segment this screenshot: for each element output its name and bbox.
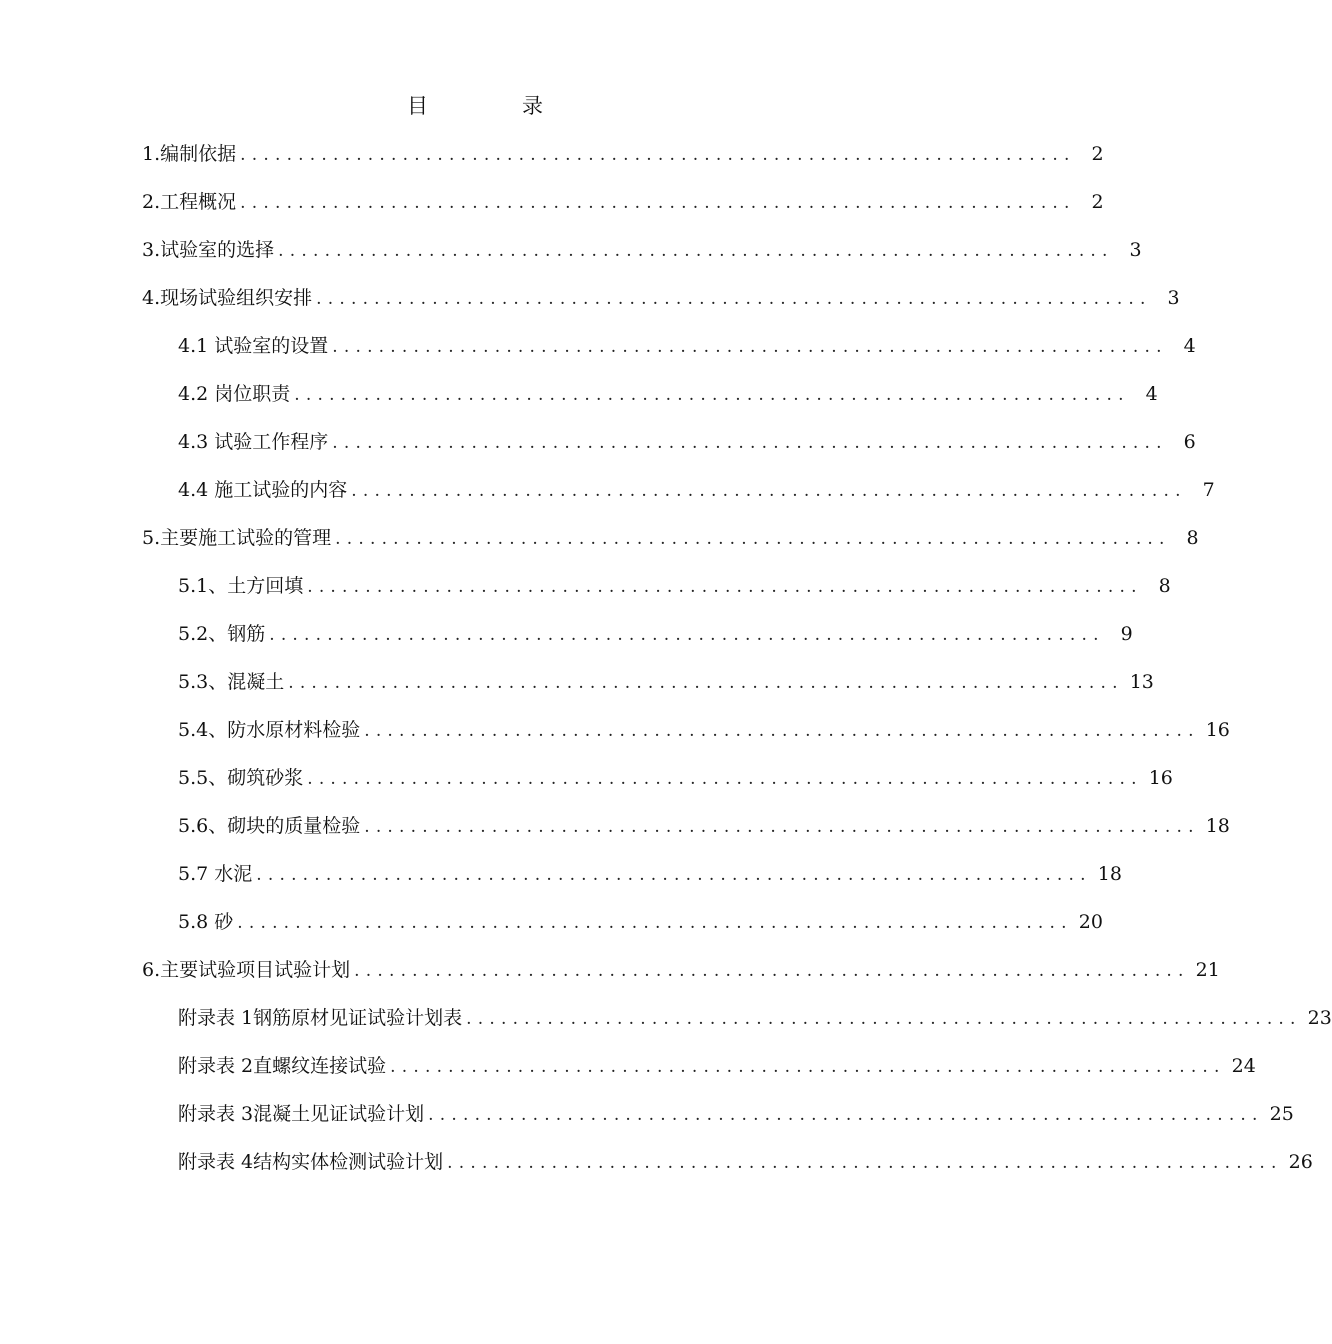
- toc-entry-page: 16: [1205, 719, 1230, 741]
- toc-entry-label: 4.2 岗位职责: [178, 383, 291, 405]
- toc-leader-dots: ........................................................................: [354, 961, 1190, 981]
- toc-entry[interactable]: [178, 1042, 1256, 1090]
- toc-entry-page: 21: [1195, 959, 1220, 981]
- toc-entry-label: 5.8 砂: [178, 911, 234, 933]
- toc-entry-label: 混凝土见证试验计划: [253, 1103, 425, 1125]
- toc-entry[interactable]: [142, 946, 1220, 994]
- toc-entry[interactable]: [178, 610, 1133, 658]
- toc-entry-label: 5.4、防水原材料检验: [178, 719, 361, 741]
- toc-entry[interactable]: [178, 562, 1171, 610]
- toc-entry-page: 4: [1183, 335, 1196, 357]
- toc-leader-dots: ........................................................................: [307, 769, 1143, 789]
- toc-entry-page: 3: [1129, 239, 1142, 261]
- page-title-right: 录: [522, 94, 543, 118]
- toc-entry-page: 3: [1167, 287, 1180, 309]
- toc-entry-label: 5.5、砌筑砂浆: [178, 767, 304, 789]
- toc-entry[interactable]: [142, 514, 1199, 562]
- toc-entry[interactable]: [178, 850, 1122, 898]
- toc-leader-dots: ........................................................................: [316, 289, 1152, 309]
- toc-entry-label: 5.6、砌块的质量检验: [178, 815, 361, 837]
- toc-leader-dots: ........................................................................: [428, 1105, 1264, 1125]
- toc-entry-label: 试验室的选择: [160, 239, 275, 261]
- toc-leader-dots: ........................................................................: [278, 241, 1114, 261]
- toc-entry-page: 9: [1120, 623, 1133, 645]
- toc-entry-page: 20: [1078, 911, 1103, 933]
- toc-entry-label: 现场试验组织安排: [160, 287, 313, 309]
- toc-entry[interactable]: [142, 130, 1104, 178]
- toc-entry-label: 5.2、钢筋: [178, 623, 266, 645]
- toc-leader-dots: ........................................................................: [269, 625, 1105, 645]
- toc-entry-number: 2.: [142, 191, 161, 213]
- toc-entry[interactable]: [178, 1090, 1294, 1138]
- toc-entry-page: 2: [1091, 191, 1104, 213]
- toc-entry-page: 25: [1269, 1103, 1294, 1125]
- toc-entry-page: 6: [1183, 431, 1196, 453]
- toc-leader-dots: ........................................................................: [237, 913, 1073, 933]
- toc-leader-dots: ........................................................................: [256, 865, 1092, 885]
- toc-entry[interactable]: [178, 802, 1230, 850]
- toc-leader-dots: ........................................................................: [364, 721, 1200, 741]
- toc-entry-page: 4: [1145, 383, 1158, 405]
- toc-entry[interactable]: [142, 178, 1104, 226]
- toc-entry-number: 6.: [142, 959, 161, 981]
- page-title: [0, 88, 950, 124]
- toc-entry-label: 4.4 施工试验的内容: [178, 479, 348, 501]
- toc-entry[interactable]: [178, 466, 1215, 514]
- toc-leader-dots: ........................................................................: [307, 577, 1143, 597]
- toc-entry-number: 附录表 4: [178, 1151, 254, 1173]
- toc-entry-label: 5.7 水泥: [178, 863, 253, 885]
- toc-entry-number: 附录表 1: [178, 1007, 254, 1029]
- page-title-left: 目: [407, 94, 428, 118]
- toc-entry[interactable]: [178, 898, 1103, 946]
- toc-leader-dots: ........................................................................: [364, 817, 1200, 837]
- toc-entry-page: 8: [1158, 575, 1171, 597]
- toc-entry-label: 4.3 试验工作程序: [178, 431, 329, 453]
- toc-entry-page: 7: [1202, 479, 1215, 501]
- toc-entry-label: 主要试验项目试验计划: [160, 959, 351, 981]
- toc-entry-page: 13: [1129, 671, 1154, 693]
- toc-entry-label: 钢筋原材见证试验计划表: [253, 1007, 463, 1029]
- toc-entry[interactable]: [178, 418, 1196, 466]
- toc-leader-dots: ........................................................................: [447, 1153, 1283, 1173]
- toc-entry[interactable]: [178, 322, 1196, 370]
- toc-entry-page: 24: [1231, 1055, 1256, 1077]
- toc-leader-dots: ........................................................................: [332, 337, 1168, 357]
- toc-entry-label: 5.3、混凝土: [178, 671, 285, 693]
- toc-entry-page: 18: [1205, 815, 1230, 837]
- toc-entry[interactable]: [178, 754, 1173, 802]
- toc-leader-dots: ........................................................................: [240, 193, 1076, 213]
- toc-entry-label: 结构实体检测试验计划: [253, 1151, 444, 1173]
- toc-entry-label: 4.1 试验室的设置: [178, 335, 329, 357]
- toc-entry-number: 附录表 2: [178, 1055, 254, 1077]
- toc-leader-dots: ........................................................................: [390, 1057, 1226, 1077]
- toc-entry-label: 工程概况: [160, 191, 237, 213]
- toc-entry-number: 3.: [142, 239, 161, 261]
- toc-entry-page: 18: [1097, 863, 1122, 885]
- toc-entry-label: 直螺纹连接试验: [253, 1055, 387, 1077]
- toc-entry-page: 23: [1307, 1007, 1332, 1029]
- toc-entry[interactable]: [142, 226, 1142, 274]
- toc-entry[interactable]: [178, 370, 1158, 418]
- toc-leader-dots: ........................................................................: [288, 673, 1124, 693]
- toc-entry-number: 4.: [142, 287, 161, 309]
- toc-entry-page: 2: [1091, 143, 1104, 165]
- toc-leader-dots: ........................................................................: [294, 385, 1130, 405]
- toc-entry-number: 5.: [142, 527, 161, 549]
- toc-entry-page: 8: [1186, 527, 1199, 549]
- toc-entry-number: 1.: [142, 143, 161, 165]
- toc-entry[interactable]: [178, 1138, 1313, 1186]
- toc-entry-label: 编制依据: [160, 143, 237, 165]
- toc-entry[interactable]: [178, 706, 1230, 754]
- toc-entry[interactable]: [178, 658, 1154, 706]
- toc-leader-dots: ........................................................................: [240, 145, 1076, 165]
- toc-entry-label: 5.1、土方回填: [178, 575, 304, 597]
- toc-entry-page: 26: [1288, 1151, 1313, 1173]
- toc-entry-page: 16: [1148, 767, 1173, 789]
- toc-entry[interactable]: [142, 274, 1180, 322]
- toc-leader-dots: ........................................................................: [466, 1009, 1302, 1029]
- toc-entry[interactable]: [178, 994, 1332, 1042]
- toc-leader-dots: ........................................................................: [332, 433, 1168, 453]
- toc-leader-dots: ........................................................................: [335, 529, 1171, 549]
- toc-leader-dots: ........................................................................: [351, 481, 1187, 501]
- toc-entry-number: 附录表 3: [178, 1103, 254, 1125]
- toc-entry-label: 主要施工试验的管理: [160, 527, 332, 549]
